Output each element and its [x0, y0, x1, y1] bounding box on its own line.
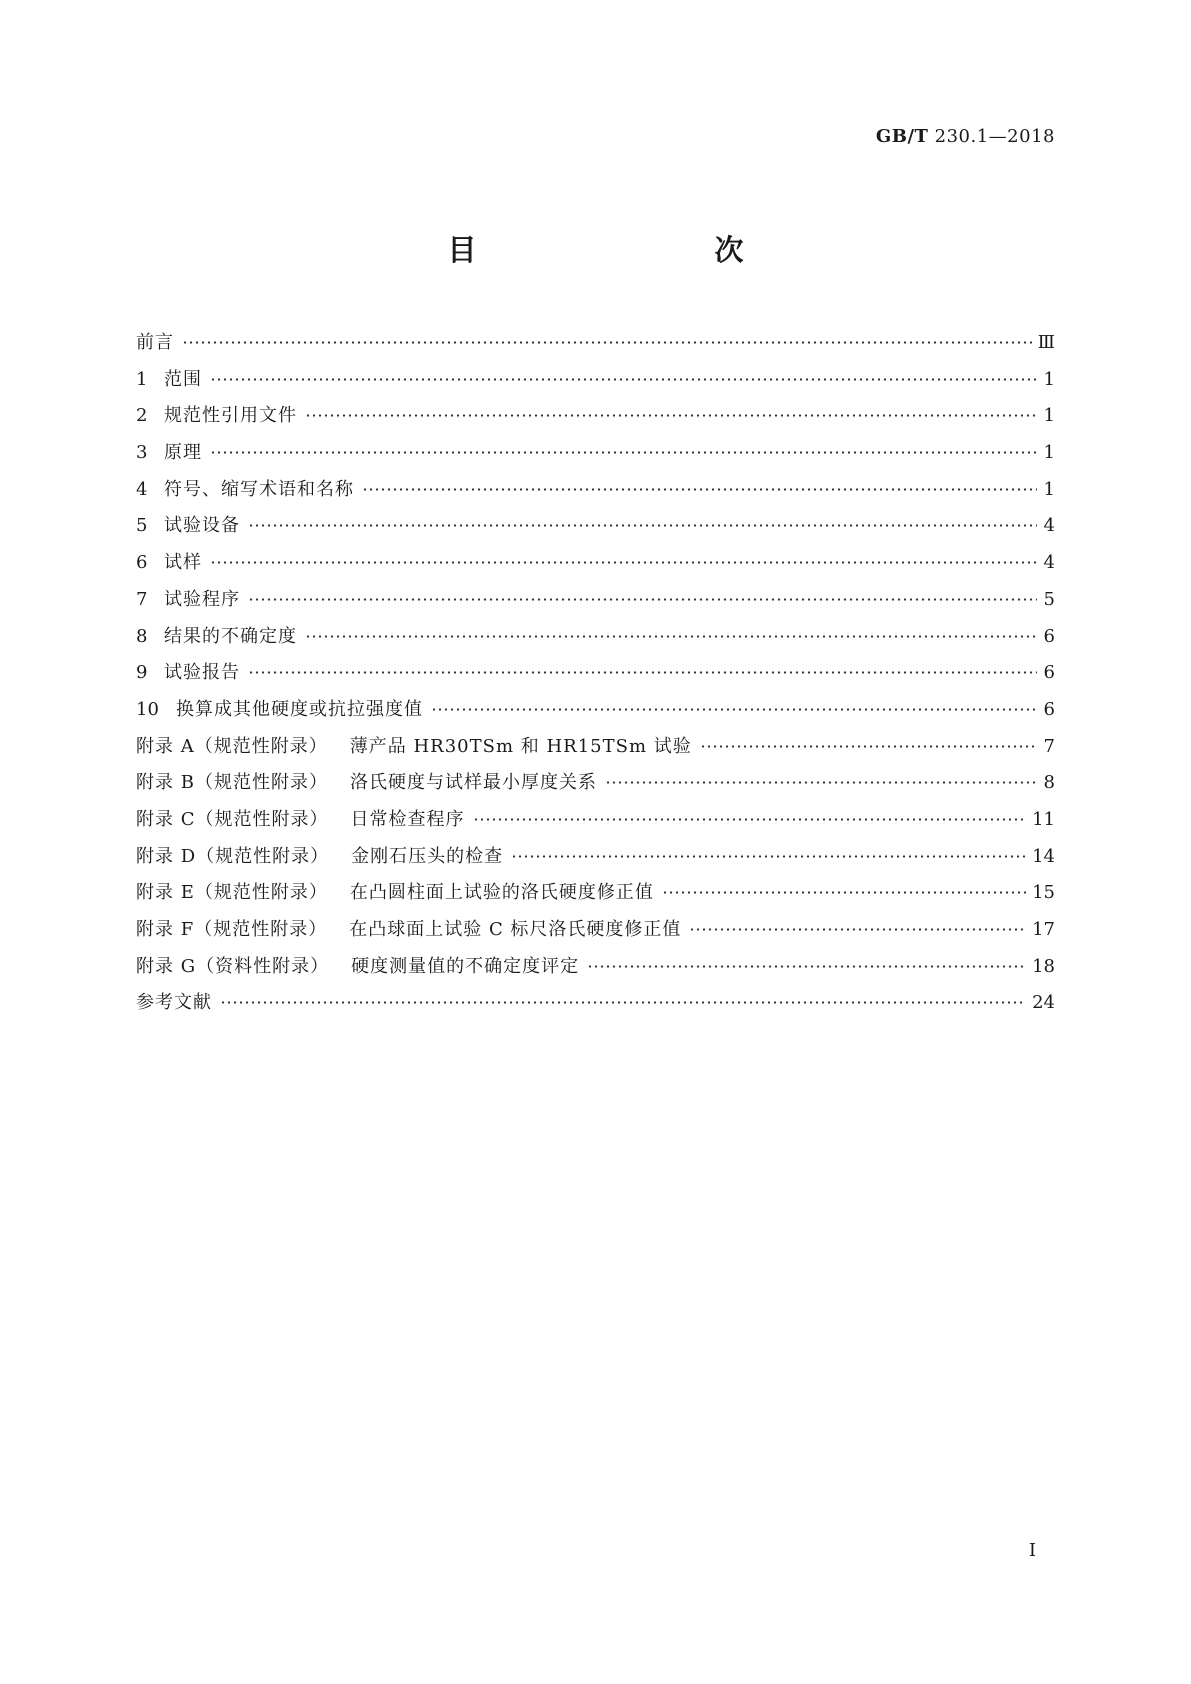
toc-entry-title: 在凸圆柱面上试验的洛氏硬度修正值: [349, 882, 654, 904]
toc-entry-label: [164, 619, 297, 656]
toc-entry-title: 原理: [164, 442, 202, 464]
toc-entry[interactable]: [136, 655, 1055, 692]
toc-entry-page: 1: [1043, 368, 1055, 390]
toc-entry-title: 试验程序: [164, 588, 240, 610]
toc-leader-dots: [220, 1001, 1026, 1004]
toc-entry-title: 结果的不确定度: [164, 625, 297, 647]
toc-leader-dots: [605, 781, 1037, 784]
toc-entry[interactable]: [136, 912, 1055, 949]
toc-entry-page: 11: [1032, 808, 1055, 830]
toc-entry[interactable]: [136, 765, 1055, 802]
toc-entry-page: 1: [1043, 442, 1055, 464]
toc-entry-page: 24: [1032, 992, 1055, 1014]
toc-entry-page: 18: [1032, 955, 1055, 977]
toc-annex-prefix: 附录 C（规范性附录）: [136, 808, 329, 830]
toc-entry-page: 14: [1032, 845, 1055, 867]
toc-entry-label: [164, 655, 240, 692]
toc-entry-title: 日常检查程序: [350, 808, 465, 830]
toc-entry-page: 15: [1032, 882, 1055, 904]
toc-entry-label: [136, 949, 579, 986]
toc-entry-label: [164, 362, 202, 399]
toc-leader-dots: [305, 414, 1037, 417]
toc-entry-label: [164, 472, 354, 509]
toc-entry-title: 符号、缩写术语和名称: [164, 478, 354, 500]
toc-entry-label: [136, 875, 654, 912]
toc-leader-dots: [210, 561, 1037, 564]
toc-annex-prefix: 附录 B（规范性附录）: [136, 772, 328, 794]
toc-entry-title: 薄产品 HR30TSm 和 HR15TSm 试验: [349, 735, 692, 757]
toc-entry-label: [136, 985, 212, 1022]
toc-leader-dots: [182, 341, 1032, 344]
toc-leader-dots: [431, 708, 1037, 711]
toc-entry-label: [176, 692, 423, 729]
toc-leader-dots: [210, 451, 1037, 454]
toc-entry-title: 范围: [164, 368, 202, 390]
toc-entry-title: 洛氏硬度与试样最小厚度关系: [349, 772, 597, 794]
toc-entry-title: 换算成其他硬度或抗拉强度值: [176, 698, 423, 720]
toc-entry-title: 规范性引用文件: [164, 405, 297, 427]
toc-leader-dots: [248, 671, 1037, 674]
toc-entry-number: 9: [136, 662, 148, 684]
toc-entry-number: 5: [136, 515, 148, 537]
toc-entry[interactable]: [136, 472, 1055, 509]
toc-entry-number: 3: [136, 442, 148, 464]
toc-entry-title: 参考文献: [136, 992, 212, 1014]
toc-entry-label: [164, 508, 240, 545]
toc-entry[interactable]: [136, 398, 1055, 435]
toc-entry[interactable]: [136, 875, 1055, 912]
toc-leader-dots: [587, 965, 1026, 968]
toc-entry[interactable]: [136, 435, 1055, 472]
toc-leader-dots: [511, 855, 1026, 858]
toc-entry-title: 前言: [136, 332, 174, 353]
toc-leader-dots: [473, 818, 1027, 821]
table-of-contents: [136, 325, 1055, 1022]
toc-annex-prefix: 附录 D（规范性附录）: [136, 845, 330, 867]
toc-entry-title: 试验报告: [164, 662, 240, 684]
toc-entry-page: 1: [1043, 405, 1055, 427]
toc-entry-title: 试验设备: [164, 515, 240, 537]
toc-annex-prefix: 附录 G（资料性附录）: [136, 955, 330, 977]
toc-entry-page: 5: [1043, 588, 1055, 610]
standard-prefix: GB/T: [875, 126, 929, 147]
toc-entry-page: 17: [1032, 919, 1055, 940]
toc-entry-label: [136, 912, 681, 949]
footer-page-number: I: [1028, 1540, 1036, 1561]
toc-entry-label: [164, 435, 202, 472]
toc-entry-page: 6: [1043, 698, 1055, 720]
toc-entry[interactable]: [136, 802, 1055, 839]
toc-entry-title: 金刚石压头的检查: [351, 845, 504, 867]
page-title: 目 次: [447, 233, 804, 267]
toc-entry-page: 4: [1043, 552, 1055, 574]
toc-leader-dots: [248, 524, 1037, 527]
toc-entry-title: 试样: [164, 552, 202, 574]
toc-entry[interactable]: [136, 619, 1055, 656]
toc-entry-number: 1: [136, 368, 148, 390]
toc-leader-dots: [689, 928, 1026, 931]
toc-entry[interactable]: [136, 545, 1055, 582]
toc-entry-number: 4: [136, 478, 148, 500]
toc-entry[interactable]: [136, 729, 1055, 766]
toc-entry-label: [136, 839, 503, 876]
toc-entry[interactable]: [136, 949, 1055, 986]
toc-entry-label: [164, 398, 297, 435]
toc-entry-page: 6: [1043, 625, 1055, 647]
toc-entry-title: 在凸球面上试验 C 标尺洛氏硬度修正值: [349, 919, 682, 940]
toc-entry-page: 8: [1043, 772, 1055, 794]
toc-entry-page: 7: [1043, 735, 1055, 757]
toc-entry[interactable]: [136, 362, 1055, 399]
toc-entry-title: 硬度测量值的不确定度评定: [351, 955, 580, 977]
toc-leader-dots: [210, 378, 1037, 381]
toc-entry-number: 6: [136, 552, 148, 574]
toc-entry[interactable]: [136, 582, 1055, 619]
toc-entry-label: [164, 582, 240, 619]
toc-annex-prefix: 附录 E（规范性附录）: [136, 882, 328, 904]
toc-entry-label: [164, 545, 202, 582]
toc-entry-page: Ⅲ: [1037, 332, 1055, 353]
standard-code: 230.1—2018: [934, 126, 1055, 147]
toc-leader-dots: [362, 488, 1037, 491]
toc-entry-label: [136, 802, 465, 839]
toc-annex-prefix: 附录 F（规范性附录）: [136, 919, 328, 940]
toc-entry-number: 10: [136, 698, 159, 720]
toc-entry-page: 1: [1043, 478, 1055, 500]
toc-annex-prefix: 附录 A（规范性附录）: [136, 735, 328, 757]
standard-number: [876, 126, 1055, 147]
toc-entry[interactable]: [136, 839, 1055, 876]
toc-leader-dots: [662, 891, 1026, 894]
toc-entry-number: 2: [136, 405, 148, 427]
toc-entry[interactable]: [136, 692, 1055, 729]
toc-entry-label: [136, 765, 597, 802]
toc-entry-page: 6: [1043, 662, 1055, 684]
toc-entry-page: 4: [1043, 515, 1055, 537]
toc-leader-dots: [305, 635, 1037, 638]
toc-leader-dots: [248, 598, 1037, 601]
toc-entry-label: [136, 325, 174, 362]
toc-entry-number: 8: [136, 625, 148, 647]
toc-entry-number: 7: [136, 588, 148, 610]
toc-entry[interactable]: [136, 508, 1055, 545]
toc-leader-dots: [700, 745, 1037, 748]
toc-entry[interactable]: [136, 985, 1055, 1022]
toc-entry-label: [136, 729, 692, 766]
toc-entry[interactable]: [136, 325, 1055, 362]
